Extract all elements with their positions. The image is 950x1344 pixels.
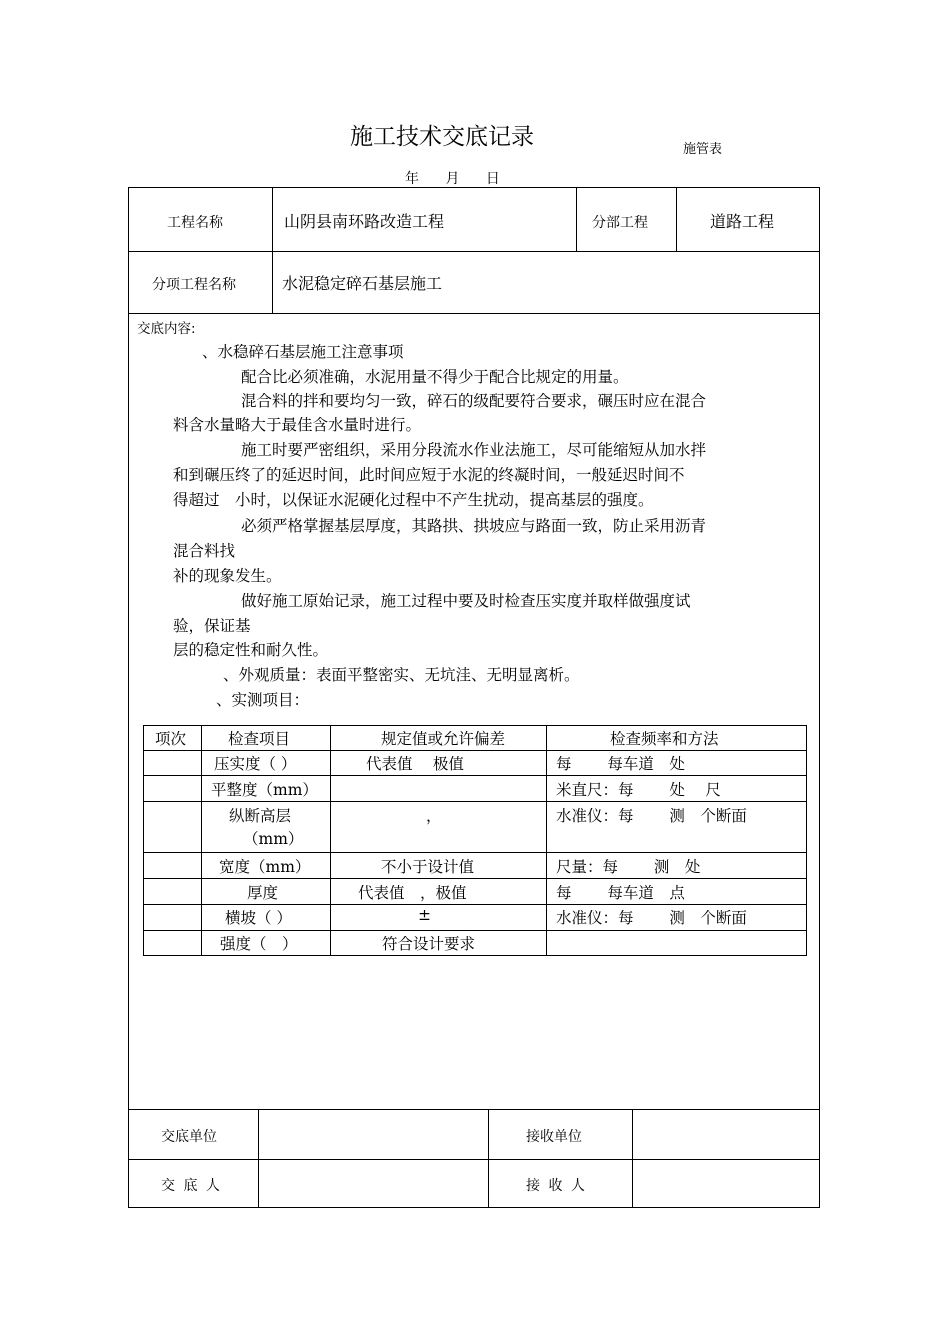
content-line: 、水稳碎石基层施工注意事项 <box>202 343 404 361</box>
table-rule <box>143 930 807 931</box>
divider <box>676 187 677 251</box>
content-heading: 交底内容: <box>137 321 196 337</box>
table-row-item: 纵断高层 <box>229 807 292 825</box>
table-row-method: 每 每车道 处 <box>556 755 685 773</box>
table-row-method: 米直尺：每 处 尺 <box>556 781 721 799</box>
divider <box>128 251 820 252</box>
page-title: 施工技术交底记录 <box>350 124 534 150</box>
content-line: 和到碾压终了的延迟时间，此时间应短于水泥的终凝时间，一般延迟时间不 <box>173 466 685 484</box>
table-row-item: 压实度（ ） <box>214 755 297 773</box>
content-line: 配合比必须准确，水泥用量不得少于配合比规定的用量。 <box>241 368 629 386</box>
divider <box>488 1109 489 1208</box>
table-row-item: 厚度 <box>247 884 279 902</box>
content-line: 、实测项目： <box>216 691 310 709</box>
content-line: 施工时要严密组织，采用分段流水作业法施工，尽可能缩短从加水拌 <box>241 441 707 459</box>
date-day: 日 <box>485 171 500 187</box>
project-name-label: 工程名称 <box>167 215 223 231</box>
divider <box>128 1109 820 1110</box>
table-row-method: 水准仪：每 测 个断面 <box>556 807 747 825</box>
table-row-method: 尺量：每 测 处 <box>556 858 701 876</box>
subitem-value: 水泥稳定碎石基层施工 <box>282 274 443 293</box>
content-line: 必须严格掌握基层厚度，其路拱、拱坡应与路面一致，防止采用沥青 <box>241 517 707 535</box>
project-name-value: 山阴县南环路改造工程 <box>284 212 445 231</box>
table-row-method: 每 每车道 点 <box>556 884 685 902</box>
table-header-method: 检查频率和方法 <box>610 730 719 748</box>
handover-unit-label: 交底单位 <box>161 1129 217 1145</box>
date-year: 年 <box>405 171 419 187</box>
content-line: 混合料的拌和要均匀一致，碎石的级配要符合要求，碾压时应在混合 <box>241 392 707 410</box>
table-row-item: 平整度（mm） <box>211 781 318 799</box>
divider <box>128 1159 820 1160</box>
date-line <box>405 168 500 188</box>
table-rule <box>143 878 807 879</box>
table-row-method: 水准仪：每 测 个断面 <box>556 909 747 927</box>
content-line: 、外观质量：表面平整密实、无坑洼、无明显离析。 <box>223 666 580 684</box>
table-row-item: 宽度（mm） <box>219 858 311 876</box>
divider <box>272 187 273 313</box>
subitem-label: 分项工程名称 <box>152 277 236 293</box>
form-code: 施管表 <box>683 142 723 157</box>
divider <box>258 1109 259 1208</box>
table-rule <box>143 801 807 802</box>
handover-person-label: 交 底 人 <box>161 1178 222 1194</box>
table-rule <box>143 904 807 905</box>
receiving-person-label: 接 收 人 <box>526 1178 587 1194</box>
content-line: 验，保证基 <box>173 617 251 635</box>
divider <box>128 313 820 314</box>
divider <box>576 187 577 251</box>
content-line: 做好施工原始记录，施工过程中要及时检查压实度并取样做强度试 <box>241 592 691 610</box>
table-rule <box>143 852 807 853</box>
content-line: 补的现象发生。 <box>173 567 282 585</box>
date-month: 月 <box>445 171 460 187</box>
table-header-no: 项次 <box>155 730 187 748</box>
table-row-item: 强度（ ） <box>220 935 298 953</box>
table-row-item-unit: （mm） <box>243 830 304 848</box>
table-rule <box>143 750 807 751</box>
table-row-spec: ， <box>426 807 442 825</box>
content-line: 混合料找 <box>173 542 236 560</box>
table-header-item: 检查项目 <box>228 730 291 748</box>
content-line: 料含水量略大于最佳含水量时进行。 <box>173 416 422 434</box>
table-row-spec: 代表值 ，极值 <box>358 884 467 902</box>
table-rule <box>330 725 331 956</box>
table-rule <box>546 725 547 956</box>
content-line: 得超过 小时，以保证水泥硬化过程中不产生扰动，提高基层的强度。 <box>173 491 654 509</box>
content-line: 层的稳定性和耐久性。 <box>173 641 329 659</box>
division-label: 分部工程 <box>592 215 648 231</box>
table-row-spec: 符合设计要求 <box>382 935 476 953</box>
table-rule <box>201 725 202 956</box>
table-row-spec: ± <box>418 906 431 924</box>
table-header-spec: 规定值或允许偏差 <box>381 730 506 748</box>
table-row-item: 横坡（ ） <box>225 909 292 927</box>
divider <box>632 1109 633 1208</box>
table-rule <box>143 775 807 776</box>
receiving-unit-label: 接收单位 <box>526 1129 582 1145</box>
table-row-spec: 代表值 极值 <box>366 755 464 773</box>
table-row-spec: 不小于设计值 <box>381 858 475 876</box>
division-value: 道路工程 <box>710 212 775 231</box>
